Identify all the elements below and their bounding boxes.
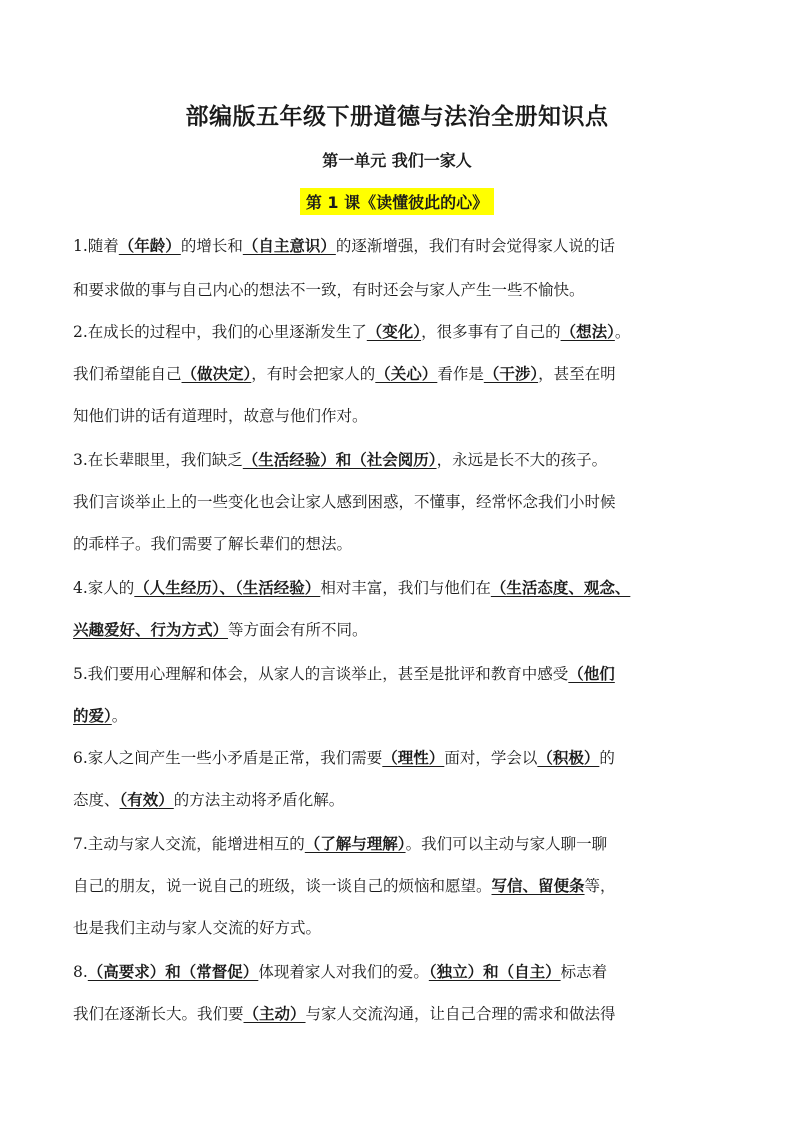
text-segment: 与家人交流沟通，让自己合理的需求和做法得 <box>305 1005 616 1023</box>
text-segment: ，永远是长不大的孩子。 <box>436 451 608 469</box>
text-segment: 。 <box>111 707 128 725</box>
text-segment: 等方面会有所不同。 <box>228 621 368 639</box>
text-segment: 的乖样子。我们需要了解长辈们的想法。 <box>73 535 353 553</box>
unit-heading: 第一单元 我们一家人 <box>322 151 472 170</box>
text-line <box>73 790 733 810</box>
text-segment: 我们言谈举止上的一些变化也会让家人感到困惑，不懂事，经常怀念我们小时候 <box>73 493 616 511</box>
lesson-heading: 第 1 课《读懂彼此的心》 <box>300 188 494 215</box>
text-line <box>73 664 733 684</box>
text-segment: 的方法主动将矛盾化解。 <box>173 791 345 809</box>
key-term: （干涉） <box>483 365 539 383</box>
key-term: （生活态度、观念、 <box>490 579 631 597</box>
key-term: （独立）和（自主） <box>428 963 561 981</box>
text-segment: ，有时会把家人的 <box>251 365 376 383</box>
text-segment: 7.主动与家人交流，能增进相互的 <box>73 835 305 853</box>
text-line <box>73 534 733 554</box>
text-segment: 。 <box>614 323 631 341</box>
text-segment: 1.随着 <box>73 237 119 255</box>
text-segment: 看作是 <box>437 365 484 383</box>
text-segment: 和要求做的事与自己内心的想法不一致，有时还会与家人产生一些不愉快。 <box>73 281 585 299</box>
key-term: （年龄） <box>118 237 181 255</box>
key-term: （生活经验）和（社会阅历） <box>242 451 437 469</box>
text-segment: 知他们讲的话有道理时，故意与他们作对。 <box>73 407 368 425</box>
key-term: 的爱） <box>73 707 112 725</box>
text-segment: 我们希望能自己 <box>73 365 182 383</box>
key-term: （变化） <box>366 323 422 341</box>
key-term: （做决定） <box>181 365 252 383</box>
text-segment: ，很多事有了自己的 <box>421 323 561 341</box>
text-segment: ，甚至在明 <box>538 365 616 383</box>
text-segment: 面对，学会以 <box>444 749 538 767</box>
text-line <box>73 450 733 470</box>
key-term: （有效） <box>119 791 174 809</box>
text-line <box>73 406 733 426</box>
text-segment: 的 <box>599 749 615 767</box>
key-term: （关心） <box>375 365 438 383</box>
text-segment: 5.我们要用心理解和体会，从家人的言谈举止，甚至是批评和教育中感受 <box>73 665 569 683</box>
text-segment: 3.在长辈眼里，我们缺乏 <box>73 451 243 469</box>
text-segment: 相对丰富，我们与他们在 <box>320 579 491 597</box>
text-segment: 的增长和 <box>180 237 243 255</box>
text-segment: 态度、 <box>73 791 120 809</box>
key-term: （他们 <box>568 665 615 683</box>
text-line <box>73 492 733 512</box>
text-line <box>73 748 733 768</box>
text-line <box>73 364 733 384</box>
text-line <box>73 280 733 300</box>
text-line <box>73 578 733 598</box>
key-term: 写信、留便条 <box>491 877 585 895</box>
text-segment: 体现着家人对我们的爱。 <box>258 963 429 981</box>
key-term: （了解与理解） <box>304 835 406 853</box>
text-segment: 2.在成长的过程中，我们的心里逐渐发生了 <box>73 323 367 341</box>
text-segment: 等， <box>584 877 616 895</box>
key-term: 兴趣爱好、行为方式） <box>73 621 229 639</box>
key-term: （积极） <box>537 749 600 767</box>
text-segment: 。我们可以主动与家人聊一聊 <box>405 835 608 853</box>
text-segment: 我们在逐渐长大。我们要 <box>73 1005 244 1023</box>
key-term: （主动） <box>243 1005 306 1023</box>
text-segment: 的逐渐增强，我们有时会觉得家人说的话 <box>335 237 615 255</box>
key-term: （理性） <box>382 749 445 767</box>
key-term: （高要求）和（常督促） <box>87 963 259 981</box>
text-line <box>73 834 733 854</box>
text-line <box>73 620 733 640</box>
text-line <box>73 322 733 342</box>
text-line <box>73 962 733 982</box>
text-line <box>73 236 733 256</box>
key-term: （人生经历）、（生活经验） <box>134 579 321 597</box>
text-line <box>73 1004 733 1024</box>
text-segment: 自己的朋友，说一说自己的班级，谈一谈自己的烦恼和愿望。 <box>73 877 492 895</box>
text-segment: 6.家人之间产生一些小矛盾是正常，我们需要 <box>73 749 383 767</box>
text-segment: 4.家人的 <box>73 579 135 597</box>
key-term: （想法） <box>560 323 615 341</box>
key-term: （自主意识） <box>242 237 336 255</box>
text-line <box>73 918 733 938</box>
lesson-heading-wrap <box>0 188 794 215</box>
text-line <box>73 876 733 896</box>
text-segment: 标志着 <box>560 963 608 981</box>
text-segment: 也是我们主动与家人交流的好方式。 <box>73 919 322 937</box>
page-title: 部编版五年级下册道德与法治全册知识点 <box>185 104 609 130</box>
text-segment: 8. <box>73 963 88 981</box>
text-line <box>73 706 733 726</box>
